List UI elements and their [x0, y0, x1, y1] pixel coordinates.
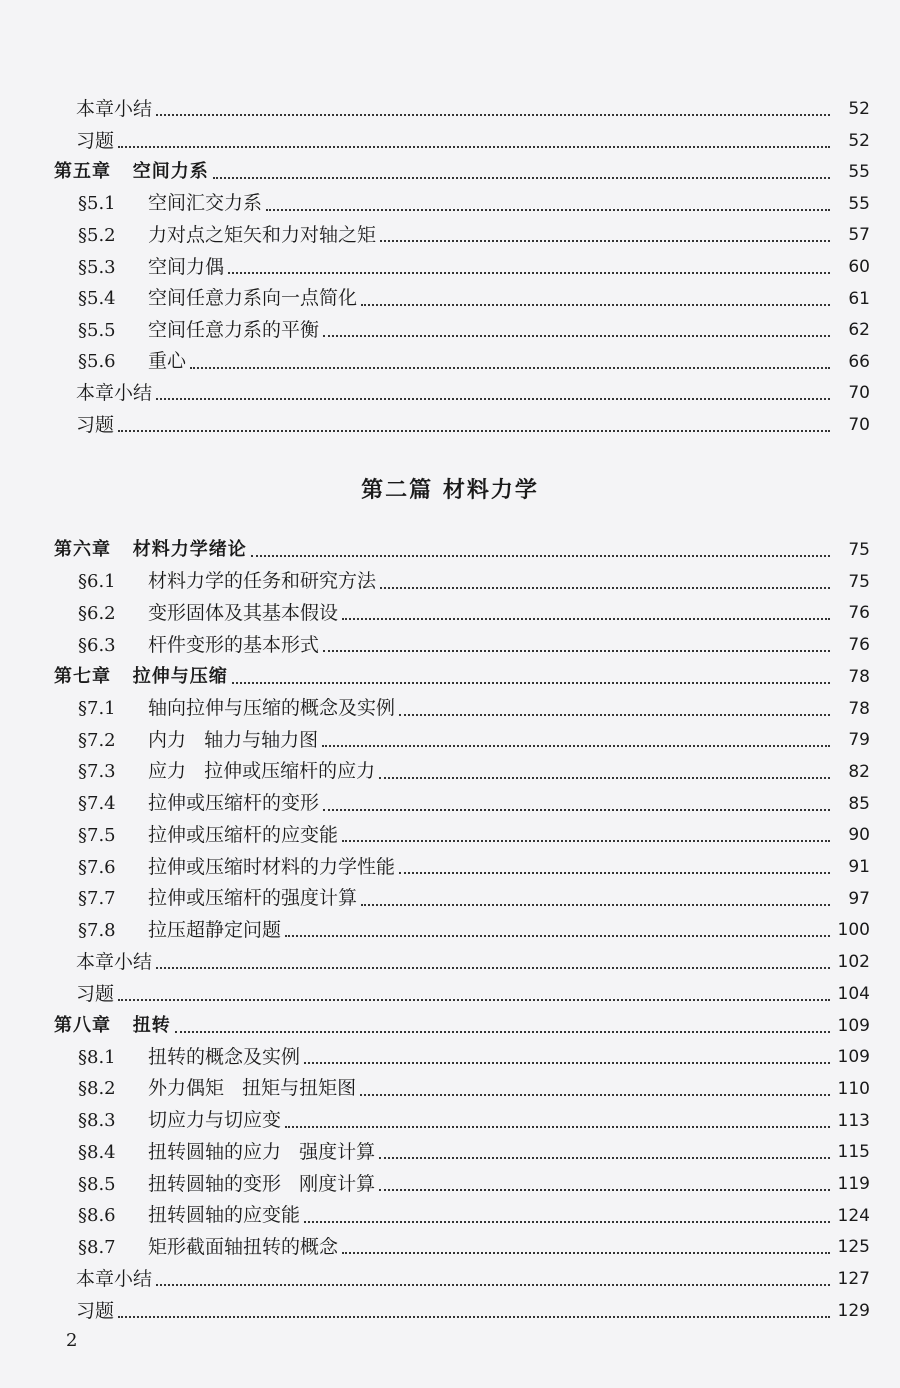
section-number: §7.3 — [78, 761, 116, 783]
dot-leader — [156, 368, 830, 400]
chapter-title: 第八章 扭转 — [54, 1014, 171, 1036]
dot-leader — [342, 810, 830, 842]
dot-leader — [342, 1222, 830, 1254]
dot-leader — [342, 588, 830, 620]
toc-page-number: 57 — [848, 225, 870, 246]
toc-page-number: 75 — [848, 540, 870, 560]
dot-leader — [228, 242, 830, 274]
toc-page-number: 129 — [837, 1300, 870, 1321]
dot-leader — [379, 1159, 830, 1191]
section-title: 拉伸或压缩杆的变形 — [148, 792, 320, 815]
dot-leader — [118, 969, 830, 1001]
toc-page-number: 66 — [848, 351, 870, 372]
dot-leader — [304, 1191, 830, 1223]
dot-leader — [156, 84, 830, 116]
toc-sub-row — [0, 410, 900, 440]
toc-page-number: 60 — [848, 257, 870, 277]
toc-page-number: 124 — [837, 1205, 870, 1226]
section-number: §7.5 — [78, 824, 116, 846]
section-number: §7.8 — [78, 919, 116, 941]
toc-page-number: 115 — [837, 1142, 870, 1163]
toc-page-number: 109 — [837, 1015, 870, 1036]
section-title: 轴向拉伸与压缩的概念及实例 — [148, 697, 396, 719]
section-title: 扭转圆轴的应力 强度计算 — [148, 1140, 376, 1163]
section-title: 材料力学的任务和研究方法 — [148, 570, 377, 593]
section-title: 外力偶矩 扭矩与扭矩图 — [148, 1077, 357, 1100]
section-title: 力对点之矩矢和力对轴之矩 — [148, 223, 377, 246]
toc-page-number: 52 — [848, 130, 870, 151]
section-number: §6.3 — [78, 634, 116, 656]
page-number: 2 — [66, 1330, 78, 1351]
dot-leader — [118, 400, 830, 432]
toc-page-number: 104 — [837, 983, 870, 1004]
dot-leader — [399, 842, 830, 874]
dot-leader — [380, 210, 830, 242]
section-number: §7.6 — [78, 856, 116, 878]
section-title: 空间汇交力系 — [148, 192, 263, 215]
part-heading: 第二篇 材料力学 — [361, 478, 539, 503]
section-number: §8.4 — [78, 1141, 116, 1163]
section-title: 拉伸或压缩杆的强度计算 — [148, 887, 358, 910]
dot-leader — [323, 305, 830, 337]
toc-page-number: 75 — [848, 571, 870, 592]
toc-page-number: 82 — [848, 761, 870, 782]
section-number: §6.1 — [78, 571, 116, 593]
toc-page-number: 70 — [848, 415, 870, 435]
dot-leader — [379, 1127, 830, 1159]
dot-leader — [323, 779, 830, 811]
dot-leader — [118, 116, 830, 148]
toc-page-number: 127 — [837, 1269, 870, 1290]
section-title: 空间力偶 — [148, 255, 225, 278]
toc-page-number: 90 — [848, 825, 870, 846]
dot-leader — [175, 1001, 830, 1033]
section-number: §5.4 — [78, 288, 116, 310]
sub-entry-title: 本章小结 — [76, 382, 153, 405]
toc-page-number: 52 — [848, 99, 870, 119]
toc-page-number: 70 — [848, 383, 870, 404]
toc-page-number: 76 — [848, 603, 870, 624]
section-number: §6.2 — [78, 602, 116, 624]
toc-page-number: 55 — [848, 162, 870, 183]
toc-page-number: 97 — [848, 888, 870, 909]
section-title: 矩形截面轴扭转的概念 — [148, 1235, 339, 1258]
dot-leader — [399, 684, 830, 716]
toc-page-number: 91 — [848, 857, 870, 877]
section-number: §8.5 — [78, 1173, 116, 1195]
dot-leader — [361, 874, 830, 906]
toc-sub-row — [0, 1296, 900, 1326]
section-title: 切应力与切应变 — [148, 1109, 282, 1132]
toc-page-number: 109 — [837, 1047, 870, 1068]
dot-leader — [323, 620, 830, 652]
chapter-title: 第六章 材料力学绪论 — [54, 539, 247, 560]
sub-entry-title: 习题 — [76, 982, 115, 1005]
dot-leader — [285, 1096, 830, 1128]
toc-page-number: 61 — [848, 288, 870, 309]
section-number: §5.6 — [78, 351, 116, 373]
dot-leader — [232, 652, 830, 684]
sub-entry-title: 本章小结 — [76, 951, 153, 974]
section-title: 内力 轴力与轴力图 — [148, 728, 319, 751]
sub-entry-title: 习题 — [76, 1299, 115, 1322]
dot-leader — [156, 1254, 830, 1286]
toc-page-number: 125 — [837, 1237, 870, 1258]
section-number: §8.2 — [78, 1078, 116, 1100]
toc-page-number: 78 — [848, 698, 870, 719]
dot-leader — [266, 179, 830, 211]
toc-page-number: 85 — [848, 793, 870, 814]
sub-entry-title: 习题 — [76, 129, 115, 152]
section-title: 杆件变形的基本形式 — [148, 633, 320, 656]
section-number: §8.6 — [78, 1205, 116, 1227]
dot-leader — [380, 557, 830, 589]
section-number: §7.7 — [78, 888, 116, 910]
section-title: 拉伸或压缩杆的应变能 — [148, 823, 339, 846]
section-number: §5.5 — [78, 319, 116, 341]
section-number: §7.1 — [78, 698, 116, 719]
section-title: 应力 拉伸或压缩杆的应力 — [148, 760, 376, 783]
dot-leader — [285, 905, 830, 937]
section-number: §8.3 — [78, 1110, 116, 1132]
dot-leader — [304, 1032, 830, 1064]
section-title: 空间任意力系向一点简化 — [148, 287, 358, 310]
dot-leader — [190, 337, 830, 369]
section-number: §5.2 — [78, 224, 116, 246]
toc-page-number: 78 — [848, 666, 870, 687]
dot-leader — [156, 937, 830, 969]
section-title: 扭转的概念及实例 — [148, 1045, 301, 1068]
toc-page-number: 119 — [837, 1174, 870, 1194]
section-number: §8.7 — [78, 1236, 116, 1258]
toc-page-number: 110 — [837, 1078, 870, 1099]
section-title: 扭转圆轴的应变能 — [148, 1204, 301, 1227]
section-number: §7.2 — [78, 729, 116, 751]
dot-leader — [322, 715, 830, 747]
dot-leader — [118, 1286, 830, 1318]
toc-page-number: 79 — [848, 730, 870, 751]
toc-page-number: 100 — [837, 920, 870, 941]
toc-page-number: 102 — [837, 952, 870, 973]
dot-leader — [251, 525, 830, 557]
sub-entry-title: 习题 — [76, 414, 115, 436]
section-number: §7.4 — [78, 793, 116, 815]
section-number: §8.1 — [78, 1046, 116, 1068]
sub-entry-title: 本章小结 — [76, 1268, 153, 1291]
section-title: 扭转圆轴的变形 刚度计算 — [148, 1172, 376, 1195]
toc-page-number: 55 — [848, 193, 870, 214]
toc-page-number: 113 — [837, 1110, 870, 1131]
chapter-title: 第五章 空间力系 — [54, 161, 209, 183]
section-title: 拉压超静定问题 — [148, 918, 282, 941]
toc-page-number: 76 — [848, 635, 870, 656]
section-number: §5.3 — [78, 256, 116, 278]
section-number: §5.1 — [78, 193, 116, 215]
section-title: 重心 — [148, 350, 187, 373]
chapter-title: 第七章 拉伸与压缩 — [54, 665, 228, 687]
dot-leader — [361, 274, 830, 306]
dot-leader — [379, 747, 830, 779]
dot-leader — [213, 147, 830, 179]
section-title: 拉伸或压缩时材料的力学性能 — [148, 855, 396, 878]
sub-entry-title: 本章小结 — [76, 98, 153, 120]
toc-page-number: 62 — [848, 320, 870, 341]
section-title: 空间任意力系的平衡 — [148, 318, 320, 341]
dot-leader — [360, 1064, 830, 1096]
section-title: 变形固体及其基本假设 — [148, 601, 339, 624]
